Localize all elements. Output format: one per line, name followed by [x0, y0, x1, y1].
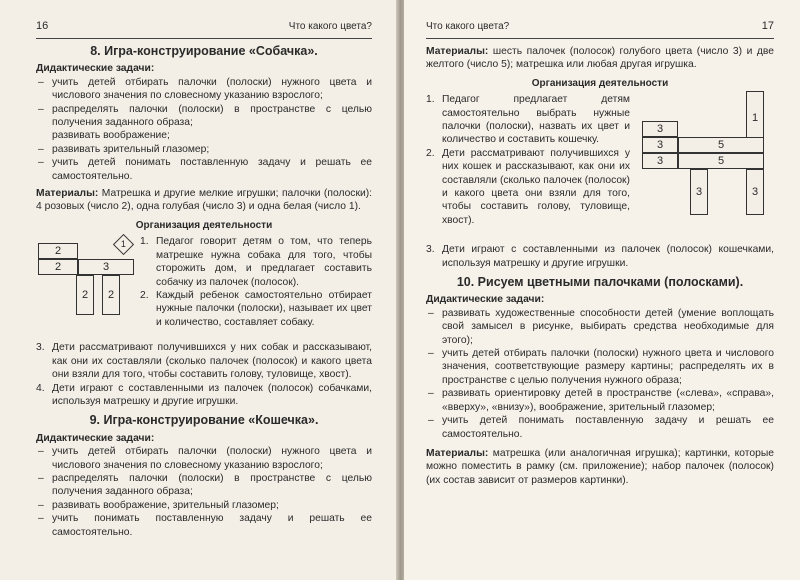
task-item: – учить детей отбирать палочки (полоски) нужного цвета и числового значения по словесному указанию взрослого; — [38, 76, 372, 102]
materials-label: Материалы: — [36, 188, 99, 200]
org-item: 1. Педагог говорит детям о том, что теперь матрешке нужна собака для того, чтобы сторожить дом, и предлагает составить собачку из палочек (полосок). — [140, 236, 372, 288]
task-item: – развивать зрительный глазомер; — [38, 143, 210, 155]
task-item: – распределять палочки (полоски) в пространстве с целью получения заданного образа; — [38, 103, 372, 129]
tasks-heading: Дидактические задачи: — [36, 63, 155, 75]
cat-figure-bar: 3 — [642, 121, 678, 137]
task-item: – развивать воображение, зрительный глазомер; — [38, 499, 279, 511]
org-item: 2. Каждый ребенок самостоятельно отбирает нужные палочки (полоски), называет их цвет и количество, составляет собаку. — [140, 289, 372, 328]
cat-figure-bar: 3 — [690, 169, 708, 215]
task-item: – учить детей отбирать палочки (полоски) нужного цвета и числового значения по словесному указанию взрослого; — [38, 446, 372, 471]
dog-figure-bar: 2 — [76, 275, 94, 315]
task-item: развивать воображение; — [52, 130, 170, 142]
tasks-heading: Дидактические задачи: — [36, 432, 155, 444]
cat-figure-bar: 3 — [642, 153, 678, 169]
section-title: 8. Игра-конструирование «Собачка». — [90, 44, 318, 58]
materials-text: шесть палочек (полосок) голубого цвета (число 3) и две желтого (число 5); матрешка или любая другая игрушка. — [426, 46, 774, 71]
cat-figure — [642, 91, 774, 223]
task-item: – учить детей отбирать палочки (полоски) нужного цвета и числового значения, соответствующие размеру картины; распределять их в пространстве с целью получения нужного образа; — [428, 348, 774, 386]
dog-figure-bar: 3 — [78, 259, 134, 275]
cat-block — [426, 93, 774, 243]
task-item: – распределять палочки (полоски) в пространстве с целью получения заданного образа; — [38, 472, 372, 498]
page-header — [36, 20, 372, 39]
dog-figure-bar: 2 — [102, 275, 120, 315]
task-item: – учить детей понимать поставленную задачу и решать ее самостоятельно. — [428, 415, 774, 440]
org-heading: Организация деятельности — [531, 77, 669, 89]
cat-figure-bar: 3 — [746, 169, 764, 215]
dog-figure — [38, 239, 136, 319]
materials-text: матрешка (или аналогичная игрушка); картинки, которые можно поместить в рамку (см. приложение); набор палочек (полосок) (их состав зависит от размеров картинки). — [426, 447, 774, 486]
materials-label: Материалы: — [426, 46, 489, 57]
section-title: 9. Игра-конструирование «Кошечка». — [89, 413, 319, 428]
org-item: 1. Педагог предлагает детям самостоятельно выбрать нужные палочки (полоски), назвать их цвет и количество и составить кошечку. — [426, 94, 630, 146]
org-item: 3. Дети рассматривают получившихся у них собак и рассказывают, как они их составляли (сколько палочек (полосок) и какого цвета они взяли для того, чтобы составить голову, туловище, хвост). — [36, 342, 372, 381]
task-item: – развивать ориентировку детей в пространстве («слева», «справа», «вверху», «внизу»), воображение, зрительный глазомер; — [428, 388, 774, 413]
left-page — [0, 0, 398, 580]
dog-figure-bar: 2 — [38, 243, 78, 259]
materials-label: Материалы: — [426, 447, 489, 459]
page-number: 17 — [761, 20, 774, 32]
cat-figure-bar: 5 — [678, 137, 764, 153]
cat-figure-bar: 3 — [642, 137, 678, 153]
right-page-body — [426, 45, 774, 487]
org-item: 2. Дети рассматривают получившихся у них кошек и рассказывают, как они их составляли (сколько палочек (полосок) и какого цвета они взяли для того, чтобы составить голову, туловище, хвост). — [426, 147, 630, 226]
section-title: 10. Рисуем цветными палочками (полосками). — [456, 275, 744, 290]
running-head: Что какого цвета? — [426, 21, 510, 32]
materials-text: Матрешка и другие мелкие игрушки; палочки (полоски): 4 розовых (число 2), одна голубая (число 3) и одна белая (число 1). — [36, 188, 372, 213]
page-header — [426, 20, 774, 39]
page-number: 16 — [36, 20, 49, 32]
cat-figure-bar: 5 — [678, 153, 764, 169]
tasks-heading: Дидактические задачи: — [426, 294, 545, 306]
org-item: 3. Дети играют с составленными из палочек (полосок) кошечками, используя матрешку и другие игрушки. — [426, 244, 774, 269]
running-head: Что какого цвета? — [288, 21, 372, 32]
dog-figure-bar: 1 — [113, 234, 134, 255]
dog-figure-bar: 2 — [38, 259, 78, 275]
org-heading: Организация деятельности — [135, 219, 273, 231]
materials-paragraph — [426, 45, 774, 72]
materials-paragraph — [36, 187, 372, 214]
org-item: 4. Дети играют с составленными из палочек (полосок) собачками, используя матрешку и другие игрушки. — [36, 382, 372, 407]
cat-figure-bar: 1 — [746, 91, 764, 145]
task-item: – учить детей понимать поставленную задачу и решать ее самостоятельно. — [38, 157, 372, 182]
task-item: – учить понимать поставленную задачу и решать ее самостоятельно. — [38, 513, 372, 538]
materials-paragraph — [426, 447, 774, 487]
right-page — [404, 0, 800, 580]
dog-block — [36, 235, 372, 341]
left-page-body — [36, 45, 372, 539]
task-item: – развивать художественные способности детей (умение воплощать свой замысел в рисунке, выбирать средства необходимые для этого); — [428, 307, 774, 346]
